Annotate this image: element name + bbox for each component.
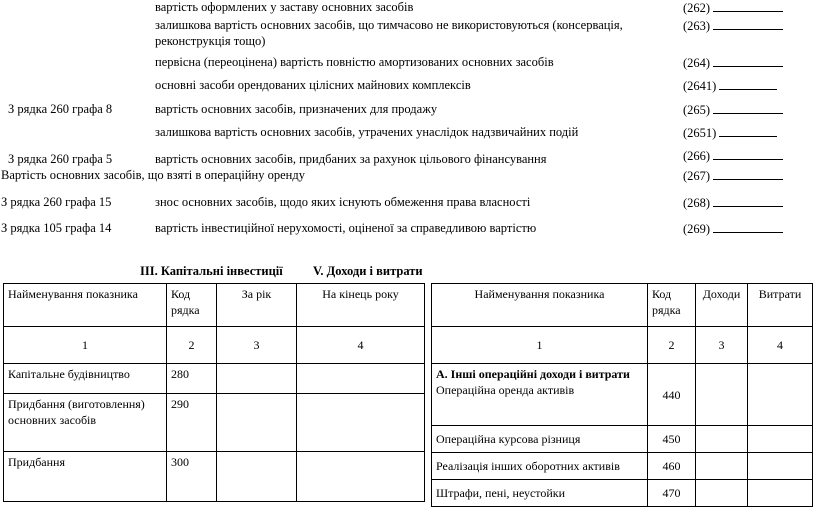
row-name: Реалізація інших оборотних активів	[432, 453, 648, 480]
section-5-title: V. Доходи і витрати	[313, 264, 423, 278]
row-left-label: З рядка 105 графа 14	[1, 221, 112, 235]
row-code: (263)	[683, 18, 783, 34]
cell-empty	[748, 453, 813, 480]
row-code: (2651)	[683, 125, 777, 141]
cell-empty	[297, 394, 425, 452]
row-text: знос основних засобів, щодо яких існують обмеження права власності	[155, 195, 531, 209]
table-row	[4, 394, 425, 452]
column-header: Найменування показника	[432, 284, 648, 327]
row-text: вартість основних засобів, призначених для продажу	[155, 102, 438, 116]
cell-empty	[696, 426, 748, 453]
row-text: вартість інвестиційної нерухомості, оціненої за справедливою вартістю	[155, 221, 537, 235]
capital-investments-table	[3, 283, 425, 502]
column-number: 4	[748, 327, 813, 364]
row-code: 280	[167, 364, 217, 394]
row-left-label: З рядка 260 графа 15	[1, 195, 112, 209]
row-left-label: З рядка 260 графа 5	[8, 152, 113, 166]
row-code: (262)	[683, 0, 783, 16]
table-header-row	[432, 284, 813, 327]
row-text: залишкова вартість основних засобів, що тимчасово не використовуються (консервація,	[155, 18, 623, 32]
row-name: Операційна курсова різниця	[432, 426, 648, 453]
row-code: (268)	[683, 195, 783, 211]
column-number: 1	[4, 327, 167, 364]
table-row	[4, 452, 425, 502]
column-header: На кінець року	[297, 284, 425, 327]
row-name	[432, 364, 648, 426]
row-code: 460	[648, 453, 696, 480]
cell-empty	[748, 364, 813, 426]
row-text: первісна (переоцінена) вартість повністю амортизованих основних засобів	[155, 55, 554, 69]
cell-empty	[748, 426, 813, 453]
column-header: Витрати	[748, 284, 813, 327]
column-header: Код рядка	[648, 284, 696, 327]
column-header: Код рядка	[167, 284, 217, 327]
row-code: 470	[648, 480, 696, 507]
cell-empty	[217, 364, 297, 394]
cell-empty	[217, 452, 297, 502]
column-header: За рік	[217, 284, 297, 327]
row-text-continued: реконструкція тощо)	[155, 34, 266, 48]
row-name: Капітальне будівництво	[4, 364, 167, 394]
row-text: вартість оформлених у заставу основних засобів	[155, 0, 414, 14]
table-row	[432, 364, 813, 426]
table-row	[4, 364, 425, 394]
column-number: 2	[167, 327, 217, 364]
cell-empty	[297, 452, 425, 502]
row-text: залишкова вартість основних засобів, утрачених унаслідок надзвичайних подій	[155, 125, 579, 139]
row-name: Придбання	[4, 452, 167, 502]
column-number: 1	[432, 327, 648, 364]
column-number: 2	[648, 327, 696, 364]
table-header-row	[4, 284, 425, 327]
row-code: 290	[167, 394, 217, 452]
income-expenses-table	[431, 283, 813, 507]
column-header: Найменування показника	[4, 284, 167, 327]
table-row	[432, 426, 813, 453]
row-left-label: З рядка 260 графа 8	[8, 102, 113, 116]
row-name: Штрафи, пені, неустойки	[432, 480, 648, 507]
row-code: (269)	[683, 221, 783, 237]
cell-empty	[696, 480, 748, 507]
row-name: Придбання (виготовлення) основних засобів	[4, 394, 167, 452]
row-code: (266)	[683, 148, 783, 164]
row-left-label: Вартість основних засобів, що взяті в операційну оренду	[1, 168, 305, 182]
row-name-bold: А. Інші операційні доходи і витрати	[436, 367, 630, 381]
row-code: 440	[648, 364, 696, 426]
cell-empty	[748, 480, 813, 507]
column-number: 4	[297, 327, 425, 364]
cell-empty	[297, 364, 425, 394]
cell-empty	[217, 394, 297, 452]
column-number: 3	[696, 327, 748, 364]
row-code: (265)	[683, 102, 783, 118]
row-code: (264)	[683, 55, 783, 71]
row-name-text: Операційна оренда активів	[436, 383, 575, 397]
row-code: (267)	[683, 168, 783, 184]
row-code: 300	[167, 452, 217, 502]
row-code: 450	[648, 426, 696, 453]
table-number-row	[432, 327, 813, 364]
column-number: 3	[217, 327, 297, 364]
column-header: Доходи	[696, 284, 748, 327]
table-row	[432, 453, 813, 480]
row-code: (2641)	[683, 78, 777, 94]
row-text: основні засоби орендованих цілісних майнових комплексів	[155, 78, 471, 92]
cell-empty	[696, 453, 748, 480]
section-3-title: ІІІ. Капітальні інвестиції	[140, 264, 283, 278]
table-row	[432, 480, 813, 507]
row-text: вартість основних засобів, придбаних за рахунок цільового фінансування	[155, 152, 547, 166]
table-number-row	[4, 327, 425, 364]
cell-empty	[696, 364, 748, 426]
